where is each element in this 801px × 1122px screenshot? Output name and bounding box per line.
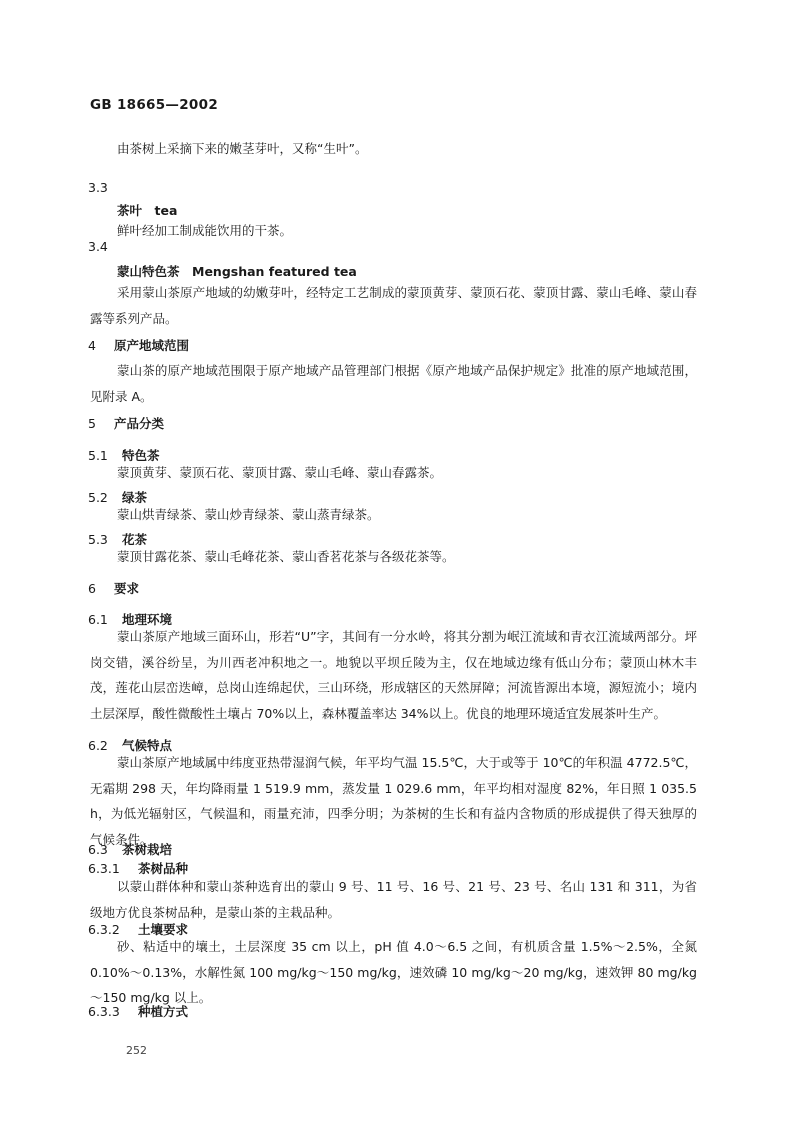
clause-body: 砂、粘适中的壤土，土层深度 35 cm 以上，pH 值 4.0～6.5 之间，有机质含量 1.5%～2.5%，全氮 0.10%～0.13%，水解性氮 100 mg/kg～150 mg/kg，速效磷 10 mg/kg～20 mg/kg，速效钾 80 mg/kg～150 mg/kg 以上。 <box>90 939 697 1006</box>
subsection-title: 绿茶 <box>122 490 148 505</box>
paragraph-fresh-leaf: 由茶树上采摘下来的嫩茎芽叶，又称“生叶”。 <box>117 141 368 156</box>
subsection-body: 蒙山茶原产地域属中纬度亚热带湿润气候，年平均气温 15.5℃，大于或等于 10℃的年积温 4772.5℃，无霜期 298 天，年均降雨量 1 519.9 mm，蒸发量 1 029.6 mm，年平均相对湿度 82%，年日照 1 035.5 h，为低光辐射区，气候温和，雨量充沛，四季分明；为茶树的生长和有益内含物质的形成提供了得天独厚的气候条件。 <box>90 755 697 847</box>
section-heading <box>88 414 164 432</box>
subsection-heading <box>88 840 172 858</box>
section-title: 原产地域范围 <box>114 338 190 353</box>
subsection-number: 6.3 <box>88 842 108 857</box>
subsection-title: 茶树栽培 <box>122 842 173 857</box>
subsection-body: 蒙山茶原产地域三面环山，形若“U”字，其间有一分水岭，将其分割为岷江流域和青衣江流域两部分。坪岗交错，溪谷纷呈，为川西老冲积地之一。地貌以平坝丘陵为主，仅在地域边缘有低山分布；蒙顶山林木丰茂，莲花山层峦迭嶂，总岗山连绵起伏，三山环绕，形成辖区的天然屏障；河流皆源出本境，源短流小；境内土层深厚，酸性微酸性土壤占 70%以上，森林覆盖率达 34%以上。优良的地理环境适宜发展茶叶生产。 <box>90 629 697 721</box>
subsection-number: 6.2 <box>88 738 108 753</box>
subsection-title: 花茶 <box>122 532 148 547</box>
term-definition: 采用蒙山茶原产地域的幼嫩芽叶，经特定工艺制成的蒙顶黄芽、蒙顶石花、蒙顶甘露、蒙山毛峰、蒙山春露等系列产品。 <box>90 285 697 326</box>
section-number: 4 <box>88 338 96 353</box>
section-heading <box>88 579 139 597</box>
clause-title: 土壤要求 <box>138 922 189 937</box>
standard-header: GB 18665—2002 <box>90 97 219 113</box>
section-heading <box>88 336 189 354</box>
subsection-title: 气候特点 <box>122 738 173 753</box>
section-title: 产品分类 <box>114 416 165 431</box>
subsection-number: 6.1 <box>88 612 108 627</box>
subsection-title: 地理环境 <box>122 612 173 627</box>
section-body: 蒙山茶的原产地域范围限于原产地域产品管理部门根据《原产地域产品保护规定》批准的原产地域范围，见附录 A。 <box>90 363 697 404</box>
section-number: 6 <box>88 581 96 596</box>
subsection-number: 5.1 <box>88 448 108 463</box>
clause-number: 6.3.3 <box>88 1004 120 1019</box>
clause-heading <box>88 1002 188 1020</box>
subsection-number: 5.2 <box>88 490 108 505</box>
subsection-body: 蒙顶甘露花茶、蒙山毛峰花茶、蒙山香茗花茶与各级花茶等。 <box>117 549 455 564</box>
section-title: 要求 <box>114 581 140 596</box>
term-title: 茶叶 tea <box>117 203 178 218</box>
clause-number: 3.3 <box>88 180 108 195</box>
subsection-title: 特色茶 <box>122 448 160 463</box>
subsection-number: 5.3 <box>88 532 108 547</box>
subsection-body: 蒙顶黄芽、蒙顶石花、蒙顶甘露、蒙山毛峰、蒙山春露茶。 <box>117 465 443 480</box>
clause-body: 以蒙山群体种和蒙山茶种选育出的蒙山 9 号、11 号、16 号、21 号、23 号、名山 131 和 311，为省级地方优良茶树品种，是蒙山茶的主栽品种。 <box>90 879 697 920</box>
subsection-body: 蒙山烘青绿茶、蒙山炒青绿茶、蒙山蒸青绿茶。 <box>117 507 380 522</box>
page-number: 252 <box>126 1044 147 1057</box>
clause-number: 3.4 <box>88 239 108 254</box>
section-number: 5 <box>88 416 96 431</box>
clause-title: 种植方式 <box>138 1004 189 1019</box>
clause-number: 6.3.2 <box>88 922 120 937</box>
term-definition: 鲜叶经加工制成能饮用的干茶。 <box>117 223 293 238</box>
clause-number: 6.3.1 <box>88 861 120 876</box>
term-title: 蒙山特色茶 Mengshan featured tea <box>117 264 357 279</box>
clause-title: 茶树品种 <box>138 861 189 876</box>
